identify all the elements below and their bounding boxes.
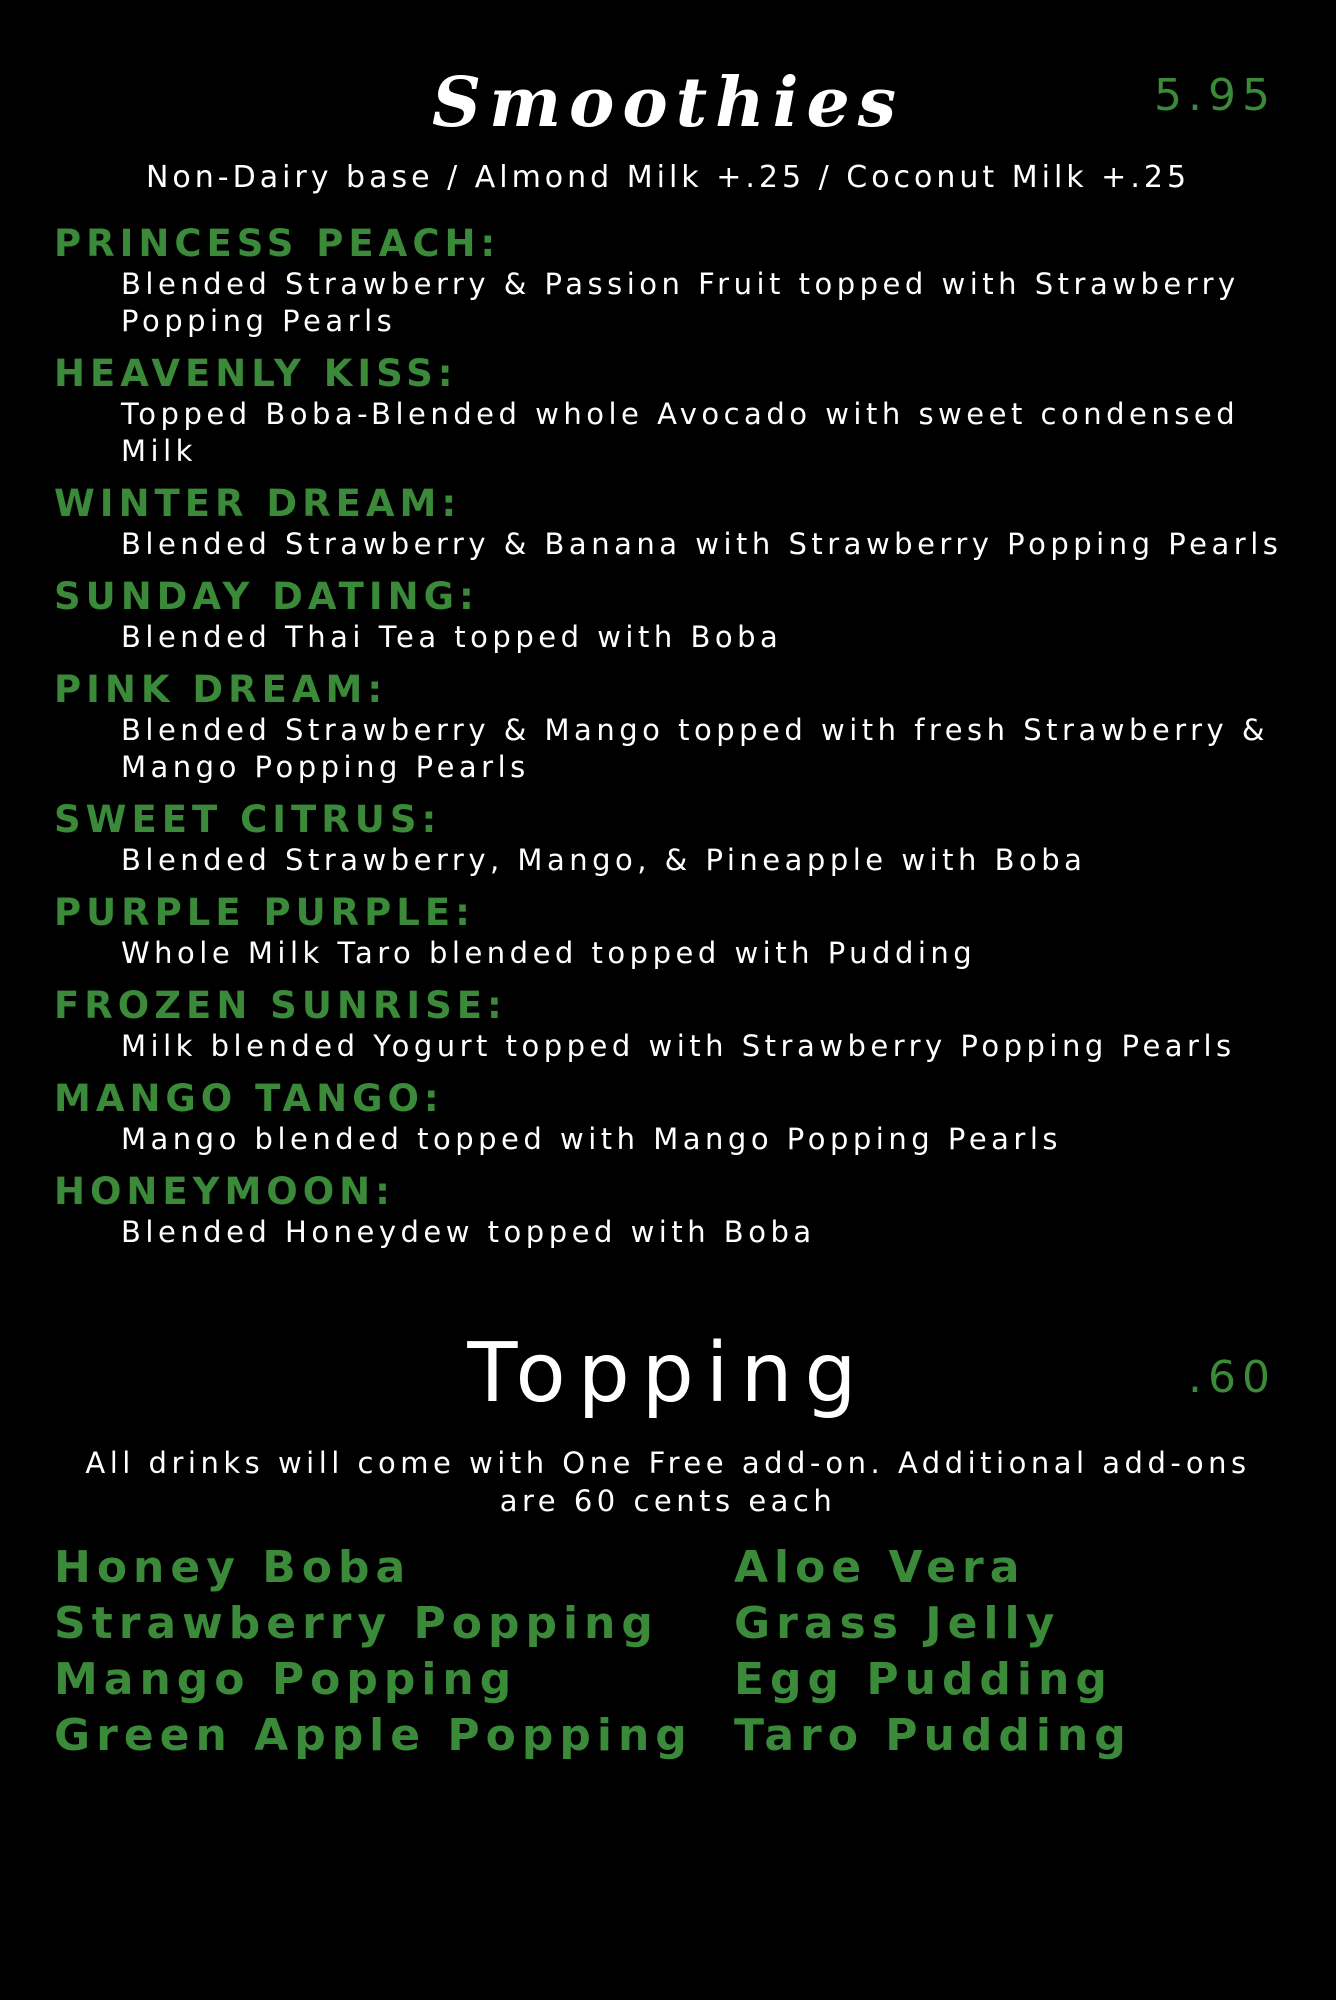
- item-name: FROZEN SUNRISE:: [54, 984, 507, 1027]
- topping-list-left: [54, 1540, 693, 1764]
- item-name: HONEYMOON:: [54, 1170, 395, 1213]
- item-description: Blended Strawberry & Mango topped with fresh Strawberry & Mango Popping Pearls: [121, 713, 1270, 784]
- topping-list-right: [734, 1540, 1132, 1764]
- topping-item: Egg Pudding: [734, 1654, 1113, 1705]
- item-description: Blended Thai Tea topped with Boba: [121, 620, 783, 654]
- item-name: HEAVENLY KISS:: [54, 352, 458, 395]
- item-name: MANGO TANGO:: [54, 1077, 444, 1120]
- item-description: Topped Boba-Blended whole Avocado with sweet condensed Milk: [121, 397, 1240, 468]
- smoothie-item: [54, 222, 1294, 340]
- smoothie-item: [54, 482, 1294, 563]
- item-description: Blended Honeydew topped with Boba: [121, 1215, 816, 1249]
- topping-item: Green Apple Popping: [54, 1710, 693, 1761]
- item-description: Blended Strawberry & Passion Fruit topped with Strawberry Popping Pearls: [121, 267, 1240, 338]
- menu-title: Smoothies: [432, 63, 904, 143]
- smoothie-item: [54, 891, 1294, 972]
- smoothies-price: 5.95: [1154, 70, 1276, 121]
- topping-title: Topping: [467, 1326, 869, 1421]
- item-name: SWEET CITRUS:: [54, 798, 442, 841]
- item-name: SUNDAY DATING:: [54, 575, 479, 618]
- item-description: Milk blended Yogurt topped with Strawberry Popping Pearls: [121, 1029, 1236, 1063]
- item-description: Mango blended topped with Mango Popping Pearls: [121, 1122, 1063, 1156]
- smoothie-item: [54, 1077, 1294, 1158]
- smoothie-item: [54, 352, 1294, 470]
- topping-price: .60: [1188, 1352, 1276, 1403]
- smoothie-item: [54, 1170, 1294, 1251]
- smoothie-item: [54, 668, 1294, 786]
- item-description: Whole Milk Taro blended topped with Pudding: [121, 936, 977, 970]
- smoothie-item: [54, 798, 1294, 879]
- topping-item: Grass Jelly: [734, 1598, 1061, 1649]
- topping-item: Taro Pudding: [734, 1710, 1132, 1761]
- topping-item: Mango Popping: [54, 1654, 518, 1705]
- topping-item: Aloe Vera: [734, 1542, 1026, 1593]
- smoothie-item: [54, 575, 1294, 656]
- topping-note: All drinks will come with One Free add-on. Additional add-ons are 60 cents each: [85, 1446, 1251, 1518]
- topping-item: Strawberry Popping: [54, 1598, 659, 1649]
- smoothie-list: [54, 222, 1294, 1263]
- item-name: PRINCESS PEACH:: [54, 222, 501, 265]
- item-description: Blended Strawberry & Banana with Strawberry Popping Pearls: [121, 527, 1283, 561]
- topping-item: Honey Boba: [54, 1542, 412, 1593]
- item-name: PINK DREAM:: [54, 668, 388, 711]
- base-options: Non-Dairy base / Almond Milk +.25 / Coconut Milk +.25: [145, 160, 1191, 195]
- item-description: Blended Strawberry, Mango, & Pineapple with Boba: [121, 843, 1087, 877]
- item-name: WINTER DREAM:: [54, 482, 462, 525]
- smoothie-item: [54, 984, 1294, 1065]
- item-name: PURPLE PURPLE:: [54, 891, 475, 934]
